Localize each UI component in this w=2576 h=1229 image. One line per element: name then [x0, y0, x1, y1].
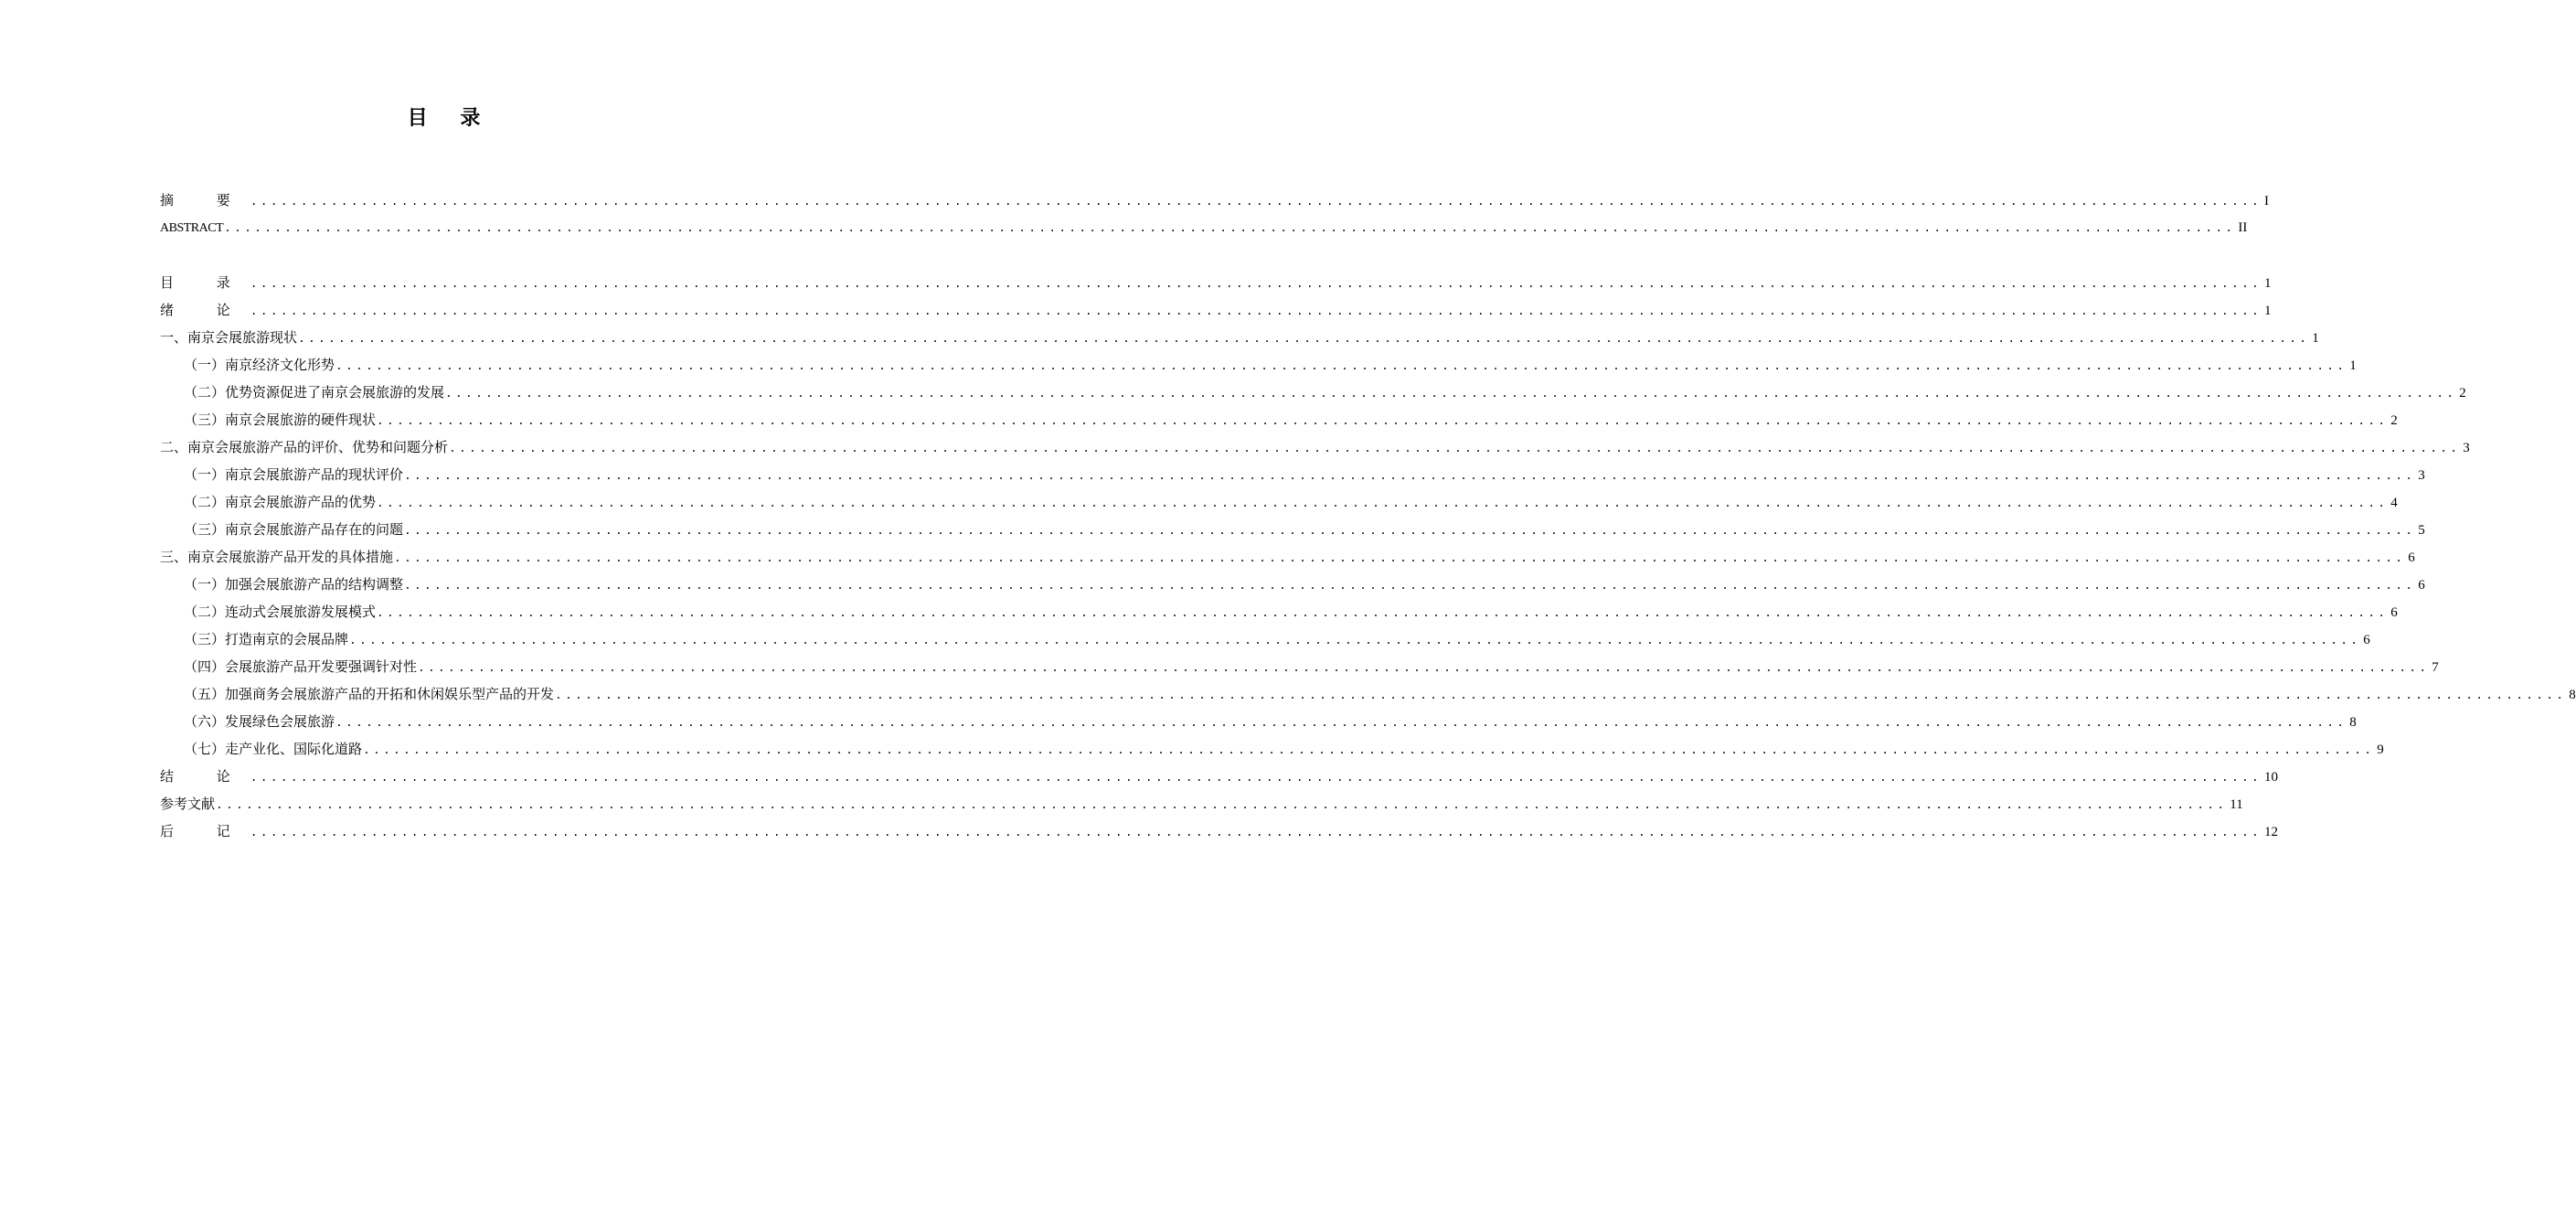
toc-entry-section-3-2[interactable]: [160, 598, 2398, 625]
toc-entry-afterword[interactable]: [160, 818, 2279, 845]
toc-leader-dots: ........................................................................................................................................................................................................: [418, 661, 2430, 675]
toc-entry-chapter-3[interactable]: [160, 543, 2415, 571]
toc-leader-dots: ........................................................................................................................................................................................................: [349, 634, 2361, 647]
toc-entry-section-3-4[interactable]: [160, 653, 2439, 680]
toc-entry-label: 绪 论: [160, 302, 250, 318]
toc-entry-page: 4: [2390, 496, 2398, 510]
toc-entry-label: 结 论: [160, 768, 250, 785]
toc-entry-page: 6: [2408, 550, 2415, 565]
toc-leader-dots: ........................................................................................................................................................................................................: [250, 195, 2262, 208]
toc-leader-dots: ........................................................................................................................................................................................................: [250, 305, 2262, 318]
toc-entry-label: （三）南京会展旅游产品存在的问题: [184, 521, 404, 538]
toc-entry-label: （一）加强会展旅游产品的结构调整: [184, 576, 404, 593]
toc-entry-page: 7: [2432, 660, 2439, 675]
toc-entry-page: 6: [2390, 605, 2398, 620]
table-of-contents: [160, 187, 2576, 845]
toc-entry-page: 8: [2569, 688, 2576, 702]
toc-leader-dots: ........................................................................................................................................................................................................: [404, 579, 2416, 593]
toc-entry-section-3-3[interactable]: [160, 625, 2370, 653]
toc-entry-page: 5: [2418, 523, 2425, 538]
toc-leader-dots: ........................................................................................................................................................................................................: [224, 221, 2236, 235]
toc-entry-chapter-1[interactable]: [160, 324, 2319, 351]
toc-entry-section-1-2[interactable]: [160, 379, 2466, 406]
toc-entry-label: （一）南京会展旅游产品的现状评价: [184, 466, 404, 483]
toc-leader-dots: ........................................................................................................................................................................................................: [216, 798, 2228, 812]
toc-entry-label: （二）连动式会展旅游发展模式: [184, 604, 377, 620]
toc-leader-dots: ........................................................................................................................................................................................................: [404, 469, 2416, 483]
toc-entry-page: 3: [2418, 468, 2425, 483]
toc-entry-page: 10: [2264, 770, 2279, 785]
toc-entry-label: 三、南京会展旅游产品开发的具体措施: [160, 549, 394, 565]
toc-entry-page: 6: [2418, 578, 2425, 593]
toc-entry-label: （二）南京会展旅游产品的优势: [184, 494, 377, 510]
toc-entry-page: 1: [2312, 331, 2319, 346]
toc-entry-label: （六）发展绿色会展旅游: [184, 713, 335, 730]
toc-entry-label: ABSTRACT: [160, 221, 224, 235]
toc-entry-abstract-en[interactable]: [160, 214, 2248, 241]
toc-entry-page: 3: [2463, 441, 2470, 455]
toc-entry-label: （二）优势资源促进了南京会展旅游的发展: [184, 384, 445, 401]
toc-entry-section-3-6[interactable]: [160, 708, 2357, 735]
toc-entry-page: 1: [2264, 304, 2272, 318]
toc-entry-references[interactable]: [160, 790, 2243, 818]
toc-entry-label: （五）加强商务会展旅游产品的开拓和休闲娱乐型产品的开发: [184, 686, 555, 702]
toc-entry-label: （三）打造南京的会展品牌: [184, 631, 349, 647]
toc-leader-dots: ........................................................................................................................................................................................................: [250, 771, 2262, 785]
toc-entry-label: 摘 要: [160, 192, 250, 208]
toc-leader-dots: ........................................................................................................................................................................................................: [555, 689, 2567, 702]
toc-entry-section-3-5[interactable]: [160, 680, 2576, 708]
toc-entry-label: 后 记: [160, 823, 250, 839]
toc-leader-dots: ........................................................................................................................................................................................................: [377, 497, 2389, 510]
toc-entry-label: （七）走产业化、国际化道路: [184, 741, 363, 757]
toc-entry-page: 2: [2459, 386, 2466, 401]
toc-leader-dots: ........................................................................................................................................................................................................: [363, 743, 2375, 757]
toc-entry-page: 2: [2390, 413, 2398, 428]
toc-entry-label: 目 录: [160, 274, 250, 291]
toc-entry-page: 1: [2349, 358, 2357, 373]
toc-entry-label: 二、南京会展旅游产品的评价、优势和问题分析: [160, 439, 449, 455]
toc-leader-dots: ........................................................................................................................................................................................................: [250, 826, 2262, 839]
toc-entry-introduction[interactable]: [160, 296, 2272, 324]
toc-entry-label: （一）南京经济文化形势: [184, 357, 335, 373]
toc-entry-section-3-1[interactable]: [160, 571, 2425, 598]
toc-entry-section-2-2[interactable]: [160, 488, 2398, 516]
toc-entry-section-1-3[interactable]: [160, 406, 2398, 433]
toc-leader-dots: ........................................................................................................................................................................................................: [250, 277, 2262, 291]
toc-entry-section-2-3[interactable]: [160, 516, 2425, 543]
toc-leader-dots: ........................................................................................................................................................................................................: [335, 359, 2347, 373]
toc-entry-page: 8: [2349, 715, 2357, 730]
toc-leader-dots: ........................................................................................................................................................................................................: [394, 551, 2406, 565]
toc-leader-dots: ........................................................................................................................................................................................................: [449, 442, 2461, 455]
toc-entry-section-3-7[interactable]: [160, 735, 2384, 763]
toc-entry-label: （三）南京会展旅游的硬件现状: [184, 411, 377, 428]
toc-entry-conclusion[interactable]: [160, 763, 2279, 790]
toc-leader-dots: ........................................................................................................................................................................................................: [335, 716, 2347, 730]
toc-entry-label: 一、南京会展旅游现状: [160, 329, 298, 346]
toc-entry-page: 9: [2377, 743, 2384, 757]
toc-entry-chapter-2[interactable]: [160, 433, 2470, 461]
page-title: 目 录: [407, 107, 494, 130]
toc-entry-page: 1: [2264, 276, 2272, 291]
toc-entry-page: 6: [2363, 633, 2370, 647]
toc-entry-page: II: [2238, 220, 2248, 235]
toc-entry-page: I: [2264, 194, 2270, 208]
toc-entry-page: 11: [2230, 797, 2243, 812]
toc-entry-label: 参考文献: [160, 796, 216, 812]
toc-leader-dots: ........................................................................................................................................................................................................: [377, 414, 2389, 428]
toc-leader-dots: ........................................................................................................................................................................................................: [298, 332, 2310, 346]
toc-entry-section-2-1[interactable]: [160, 461, 2425, 488]
toc-entry-page: 12: [2264, 825, 2279, 839]
toc-entry-contents[interactable]: [160, 269, 2272, 296]
toc-leader-dots: ........................................................................................................................................................................................................: [445, 387, 2457, 401]
toc-entry-section-1-1[interactable]: [160, 351, 2357, 379]
toc-entry-label: （四）会展旅游产品开发要强调针对性: [184, 658, 418, 675]
toc-leader-dots: ........................................................................................................................................................................................................: [404, 524, 2416, 538]
toc-entry-abstract-cn[interactable]: [160, 187, 2270, 214]
toc-leader-dots: ........................................................................................................................................................................................................: [377, 606, 2389, 620]
